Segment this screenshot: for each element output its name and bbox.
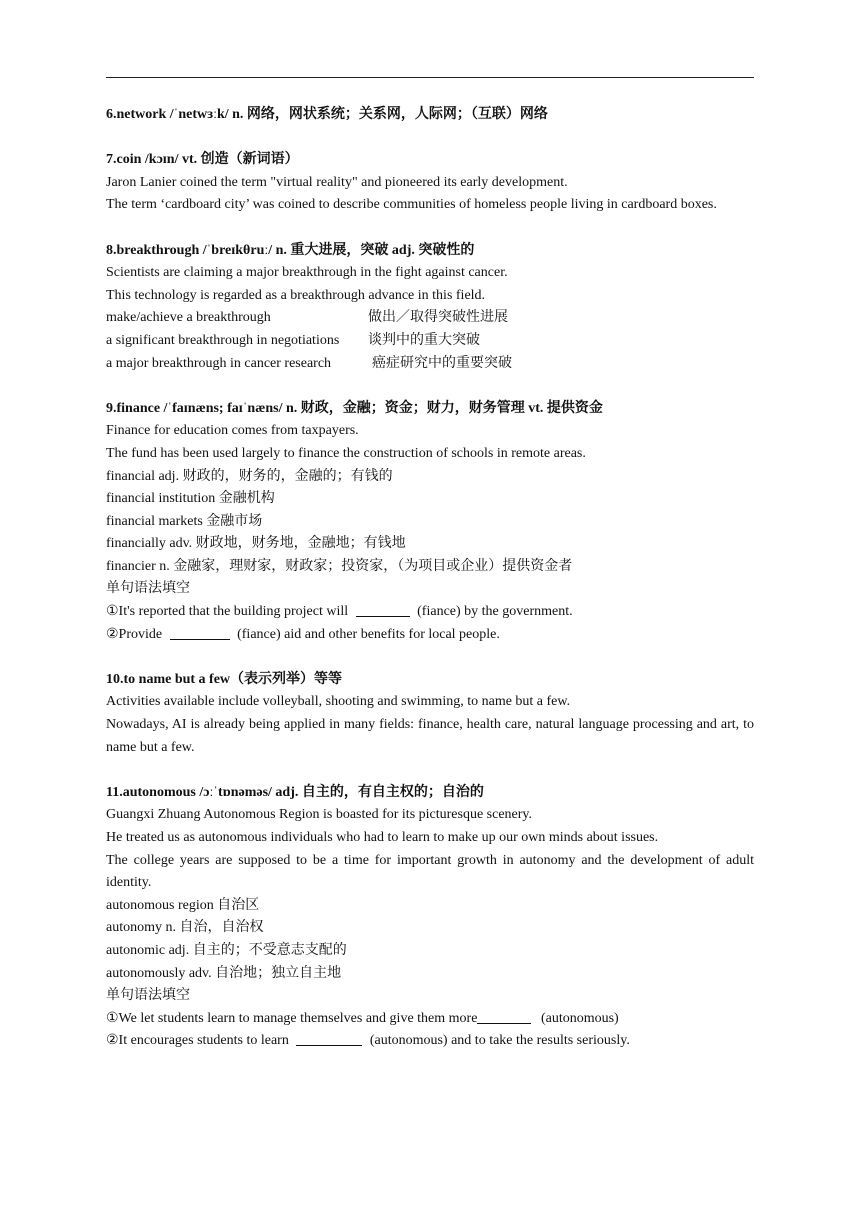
question-hint: (autonomous) <box>540 1010 619 1026</box>
entry-9-derivative: financial institution 金融机构 <box>106 491 275 507</box>
entry-9-derivative: financially adv. 财政地，财务地，金融地；有钱地 <box>106 536 406 552</box>
entry-10-example-1: Activities available include volleyball, shooting and swimming, to name but a few. <box>106 694 571 710</box>
entry-11-derivative: autonomy n. 自治，自治权 <box>106 920 264 936</box>
answer-blank[interactable] <box>170 625 230 640</box>
entry-9-derivative: financial adj. 财政的，财务的，金融的；有钱的 <box>106 468 393 484</box>
entry-11-example-2: He treated us as autonomous individuals who had to learn to make up our own minds about issues. <box>106 830 659 845</box>
document-body <box>106 104 754 1053</box>
phrase-en: a significant breakthrough in negotiations <box>106 332 340 348</box>
question-hint: (fiance) aid and other benefits for local people. <box>237 626 500 642</box>
entry-11-derivative: autonomously adv. 自治地；独立自主地 <box>106 965 342 981</box>
entry-11-example-1: Guangxi Zhuang Autonomous Region is boasted for its picturesque scenery. <box>106 807 533 823</box>
entry-11-question-1 <box>106 1008 754 1031</box>
entry-9-question-2 <box>106 624 754 647</box>
entry-11-derivative: autonomic adj. 自主的；不受意志支配的 <box>106 942 347 958</box>
question-text: ①We let students learn to manage themselves and give them more <box>106 1010 478 1026</box>
entry-7-example-1: Jaron Lanier coined the term "virtual reality" and pioneered its early development. <box>106 174 568 190</box>
entry-9-question-1 <box>106 601 754 624</box>
phrase-zh: 做出／取得突破性进展 <box>368 310 508 326</box>
entry-11-derivative: autonomous region 自治区 <box>106 897 260 913</box>
entry-9-example-2: The fund has been used largely to finance the construction of schools in remote areas. <box>106 445 586 461</box>
answer-blank[interactable] <box>296 1031 362 1046</box>
entry-6-heading: 6.network /ˈnetwɜːk/ n. 网络，网状系统；关系网，人际网；（互联）网络 <box>106 107 548 122</box>
entry-8-phrase <box>106 330 754 353</box>
entry-9-heading: 9.finance /ˈfaɪnæns; faɪˈnæns/ n. 财政，金融；资金；财力，财务管理 vt. 提供资金 <box>106 400 603 416</box>
entry-9-example-1: Finance for education comes from taxpayers. <box>106 423 359 439</box>
entry-7-heading: 7.coin /kɔɪn/ vt. 创造（新词语） <box>106 152 299 168</box>
entry-9-derivative: financier n. 金融家，理财家，财政家；投资家，（为项目或企业）提供资金者 <box>106 558 573 574</box>
question-hint: (autonomous) and to take the results seriously. <box>369 1033 630 1049</box>
entry-11-example-3: The college years are supposed to be a time for important growth in autonomy and the development of adult identity. <box>106 852 754 891</box>
entry-11-exercise-title: 单句语法填空 <box>106 988 190 1004</box>
entry-8-example-1: Scientists are claiming a major breakthrough in the fight against cancer. <box>106 265 508 281</box>
question-hint: (fiance) by the government. <box>417 604 573 620</box>
entry-7-example-2: The term ‘cardboard city’ was coined to describe communities of homeless people living in cardboard boxes. <box>106 197 717 213</box>
entry-11-heading: 11.autonomous /ɔːˈtɒnəməs/ adj. 自主的，有自主权的；自治的 <box>106 784 484 800</box>
phrase-zh: 谈判中的重大突破 <box>368 332 480 348</box>
entry-10-example-2: Nowadays, AI is already being applied in many fields: finance, health care, natural language processing and art, to name but a few. <box>106 717 754 755</box>
answer-blank[interactable] <box>477 1009 531 1024</box>
question-text: ②Provide <box>106 626 163 642</box>
entry-9-derivative: financial markets 金融市场 <box>106 513 263 529</box>
phrase-en: make/achieve a breakthrough <box>106 310 271 326</box>
phrase-zh: 癌症研究中的重要突破 <box>372 355 512 371</box>
answer-blank[interactable] <box>356 602 410 617</box>
phrase-en: a major breakthrough in cancer research <box>106 355 332 371</box>
entry-8-phrase <box>106 353 754 376</box>
entry-8-example-2: This technology is regarded as a breakthrough advance in this field. <box>106 287 486 303</box>
question-text: ②It encourages students to learn <box>106 1033 289 1049</box>
header-rule <box>106 77 754 78</box>
entry-8-heading: 8.breakthrough /ˈbreɪkθruː/ n. 重大进展，突破 adj. 突破性的 <box>106 242 475 258</box>
entry-8-phrase <box>106 307 754 330</box>
entry-11-question-2 <box>106 1030 754 1053</box>
entry-10-heading: 10.to name but a few（表示列举）等等 <box>106 671 343 687</box>
question-text: ①It's reported that the building project will <box>106 604 349 620</box>
entry-9-exercise-title: 单句语法填空 <box>106 581 190 597</box>
